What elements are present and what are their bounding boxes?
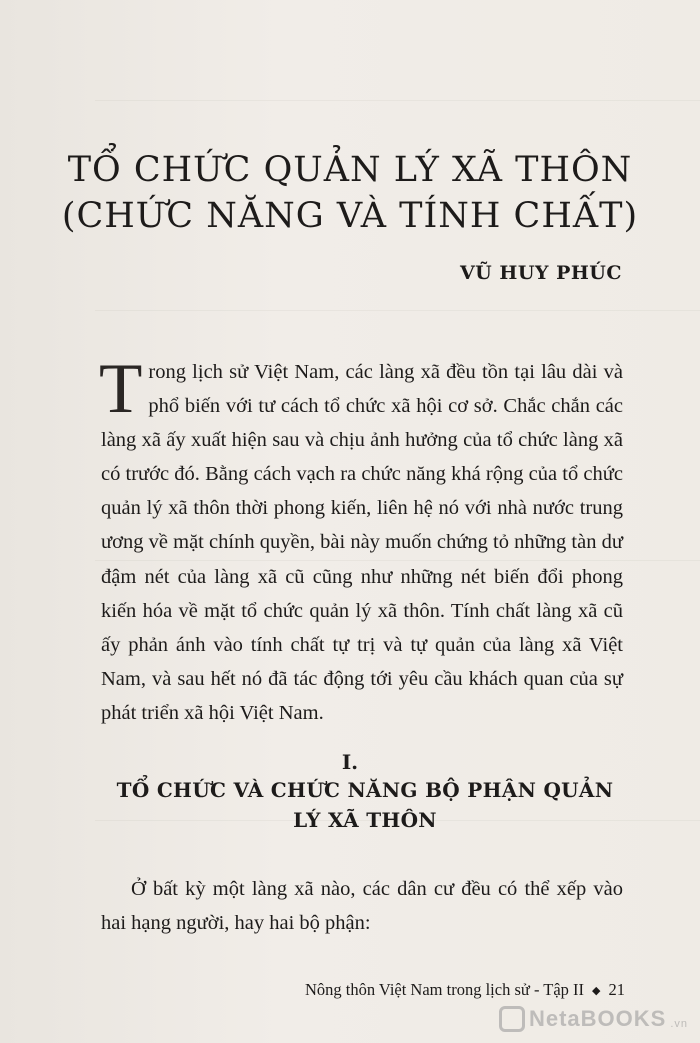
body-paragraph: Ở bất kỳ một làng xã nào, các dân cư đều có thể xếp vào hai hạng người, hay hai bộ phận: <box>101 878 623 935</box>
drop-cap: T <box>99 350 143 428</box>
intro-paragraph <box>99 350 623 730</box>
page-number: 21 <box>608 980 625 999</box>
chapter-title-line1: TỔ CHỨC QUẢN LÝ XÃ THÔN <box>67 150 633 190</box>
book-logo-icon <box>499 1006 525 1032</box>
bleed-through-line <box>95 310 700 311</box>
running-title: Nông thôn Việt Nam trong lịch sử - Tập II <box>304 980 585 999</box>
chapter-title-line2: (CHỨC NĂNG VÀ TÍNH CHẤT) <box>61 196 639 236</box>
bleed-through-line <box>95 100 700 101</box>
page-footer <box>305 980 625 1000</box>
section-heading: TỔ CHỨC VÀ CHỨC NĂNG BỘ PHẬN QUẢN LÝ XÃ THÔN <box>116 778 614 832</box>
section-number: I. <box>341 750 359 774</box>
watermark <box>499 1006 688 1032</box>
watermark-brand: NetaBOOKS <box>528 1006 667 1031</box>
diamond-separator-icon: ◆ <box>592 984 601 997</box>
intro-paragraph-text: rong lịch sử Việt Nam, các làng xã đều tồn tại lâu dài và phổ biến với tư cách tổ chức xã hội cơ sở. Chắc chắn các làng xã ấy xuất hiện sau và chịu ảnh hưởng của tổ chức làng xã có trước đó. Bằng cách vạch ra chức năng khá rộng của tổ chức quản lý xã thôn thời phong kiến, liên hệ nó với nhà nước trung ương về mặt chính quyền, bài này muốn chứng tỏ những tàn dư đậm nét của làng xã cũ cũng như những nét biến đổi phong kiến hóa về mặt tổ chức quản lý xã thôn. Tính chất làng xã cũ ấy phản ánh vào tính chất tự trị và tự quản của làng xã Việt Nam, và sau hết nó đã tác động tới yêu cầu khách quan của sự phát triển xã hội Việt Nam. <box>101 361 623 724</box>
watermark-suffix: .vn <box>670 1018 688 1030</box>
author-name: VŨ HUY PHÚC <box>459 262 622 284</box>
